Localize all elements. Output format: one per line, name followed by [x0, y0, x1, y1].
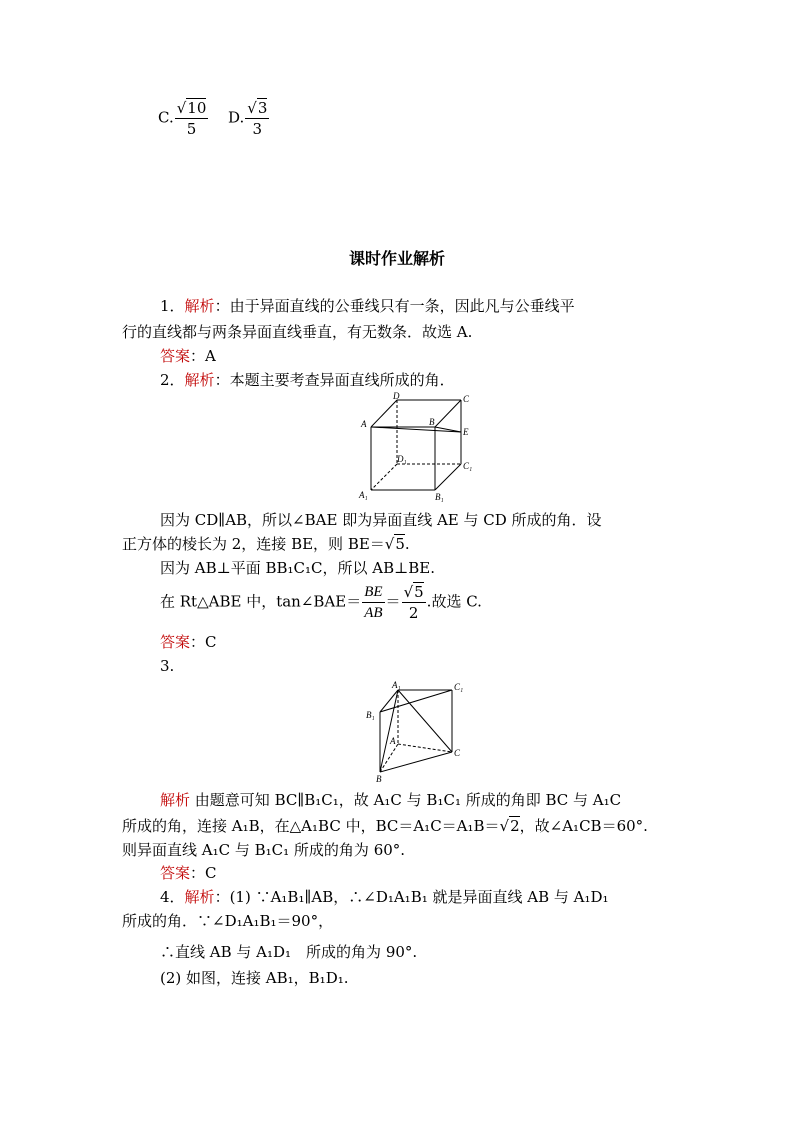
q4-line-4: (2) 如图，连接 AB₁，B₁D₁.: [160, 969, 349, 987]
q4-line-1: 4．解析：(1) ∵A₁B₁∥AB，∴∠D₁A₁B₁ 就是异面直线 AB 与 A₁D₁: [160, 888, 609, 906]
cube-label-d1: D₁: [397, 454, 407, 464]
fraction-be-ab: $\frac{BE}{AB}$: [364, 584, 383, 621]
cube-label-c: C: [463, 394, 470, 404]
q2-line-4: 因为 AB⊥平面 BB₁C₁C，所以 AB⊥BE.: [160, 559, 435, 577]
prism-label-b: B: [376, 774, 382, 782]
q2-line-2: 因为 CD∥AB，所以∠BAE 即为异面直线 AE 与 CD 所成的角．设: [160, 511, 602, 529]
prism-label-c1: C₁: [454, 682, 464, 692]
q2-line-3: 正方体的棱长为 2，连接 BE，则 BE＝√5.: [122, 535, 410, 553]
cube-label-c1: C₁: [463, 461, 473, 471]
q4-tag: 解析: [184, 888, 215, 906]
q3-answer: 答案：C: [160, 864, 217, 882]
q1-line-2: 行的直线都与两条异面直线垂直，有无数条．故选 A.: [122, 323, 473, 341]
q1-line-1: 1．解析：由于异面直线的公垂线只有一条，因此凡与公垂线平: [160, 297, 575, 315]
q2-line-1: 2．解析：本题主要考查异面直线所成的角．: [160, 371, 455, 389]
q2-line-5: 在 Rt△ABE 中，tan∠BAE＝ $\frac{BE}{AB}$ ＝ $\frac{√5}{2}$ .故选 C.: [160, 583, 482, 622]
fraction-d: $\frac{√3}{3}$: [247, 99, 268, 138]
section-title: 课时作业解析: [348, 249, 445, 268]
cube-label-e: E: [463, 427, 469, 437]
prism-label-b1: B₁: [366, 710, 375, 720]
q4-line-3: ∴直线 AB 与 A₁D₁ 所成的角为 90°.: [160, 943, 418, 961]
q3-line-1: 解析 由题意可知 BC∥B₁C₁，故 A₁C 与 B₁C₁ 所成的角即 BC 与 A₁C: [160, 791, 622, 809]
cube-figure: [355, 392, 485, 502]
q1-tag: 解析: [184, 297, 215, 315]
cube-label-d: D: [393, 392, 400, 401]
q2-answer: 答案：C: [160, 633, 217, 651]
q3-line-3: 则异面直线 A₁C 与 B₁C₁ 所成的角为 60°.: [122, 841, 406, 859]
option-c: C. $\frac{√10}{5}$: [158, 99, 207, 138]
cube-label-a1: A₁: [359, 490, 368, 500]
prism-label-a: A: [390, 736, 396, 746]
q1-answer: 答案：A: [160, 347, 216, 365]
q3-line-2: 所成的角，连接 A₁B，在△A₁BC 中，BC＝A₁C＝A₁B＝√2，故∠A₁CB＝60°.: [122, 817, 648, 835]
cube-label-b1: B₁: [435, 492, 444, 502]
cube-label-b: B: [429, 417, 435, 427]
fraction-sqrt5-2: $\frac{√5}{2}$: [403, 583, 424, 622]
option-d: D. $\frac{√3}{3}$: [228, 99, 268, 138]
q3-tag: 解析: [160, 791, 191, 809]
q2-tag: 解析: [184, 371, 215, 389]
fraction-c: $\frac{√10}{5}$: [176, 99, 207, 138]
cube-label-a: A: [361, 419, 367, 429]
q3-number: 3.: [160, 657, 175, 675]
prism-label-c: C: [454, 748, 461, 758]
prism-figure: [362, 678, 472, 782]
prism-label-a1: A₁: [392, 680, 401, 690]
q4-line-2: 所成的角．∵∠D₁A₁B₁＝90°，: [122, 912, 334, 930]
